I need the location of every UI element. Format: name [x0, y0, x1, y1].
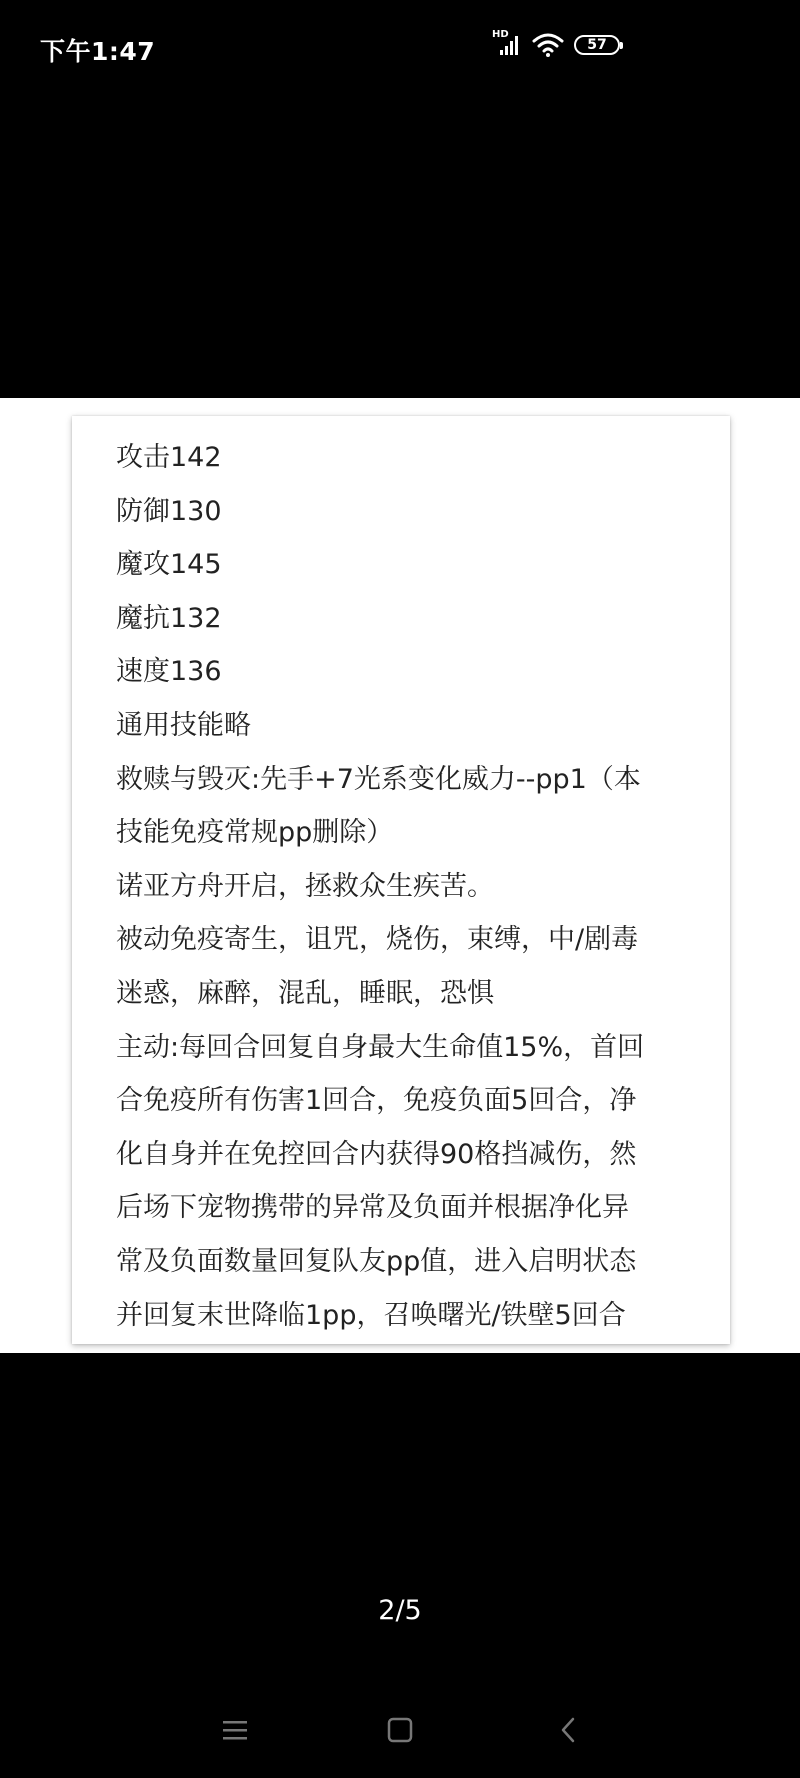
menu-icon[interactable]: [205, 1700, 265, 1760]
home-icon[interactable]: [370, 1700, 430, 1760]
signal-icon: [492, 29, 522, 57]
text-line: 魔抗132: [116, 602, 222, 634]
text-line: 通用技能略: [116, 709, 251, 741]
text-line: 防御130: [116, 495, 222, 527]
status-icons: [492, 29, 620, 57]
status-bar: [0, 0, 800, 96]
text-line: 被动免疫寄生，诅咒，烧伤，束缚，中/剧毒: [116, 924, 639, 956]
text-line: 合免疫所有伤害1回合，免疫负面5回合，净: [116, 1085, 637, 1117]
text-line: 常及负面数量回复队友pp值，进入启明状态: [116, 1245, 637, 1277]
battery-level: 57: [587, 37, 607, 53]
text-line: 攻击142: [116, 442, 222, 473]
page-indicator: 2/5: [378, 1595, 422, 1626]
text-line: 并回复末世降临1pp，召唤曙光/铁壁5回合: [116, 1299, 626, 1331]
status-time: 下午1:47: [40, 37, 156, 66]
document-card: [72, 416, 730, 1344]
back-icon[interactable]: [538, 1700, 598, 1760]
text-line: 迷惑，麻醉，混乱，睡眠，恐惧: [116, 977, 494, 1009]
text-line: 诺亚方舟开启，拯救众生疾苦。: [116, 870, 494, 902]
battery-icon: [574, 35, 620, 55]
text-line: 魔攻145: [116, 549, 222, 581]
text-line: 救赎与毁灭:先手+7光系变化威力--pp1（本: [116, 763, 641, 795]
text-line: 速度136: [116, 656, 222, 688]
navigation-bar: [0, 1700, 800, 1778]
wifi-icon: [532, 33, 564, 57]
text-line: 化自身并在免控回合内获得90格挡减伤，然: [116, 1138, 637, 1170]
document-text: [116, 416, 716, 1342]
text-line: 技能免疫常规pp删除）: [116, 817, 394, 849]
network-label: HD: [492, 29, 509, 40]
text-line: 后场下宠物携带的异常及负面并根据净化异: [116, 1192, 629, 1224]
text-line: 主动:每回合回复自身最大生命值15%，首回: [116, 1031, 645, 1063]
photo-viewer-image[interactable]: [0, 398, 800, 1353]
